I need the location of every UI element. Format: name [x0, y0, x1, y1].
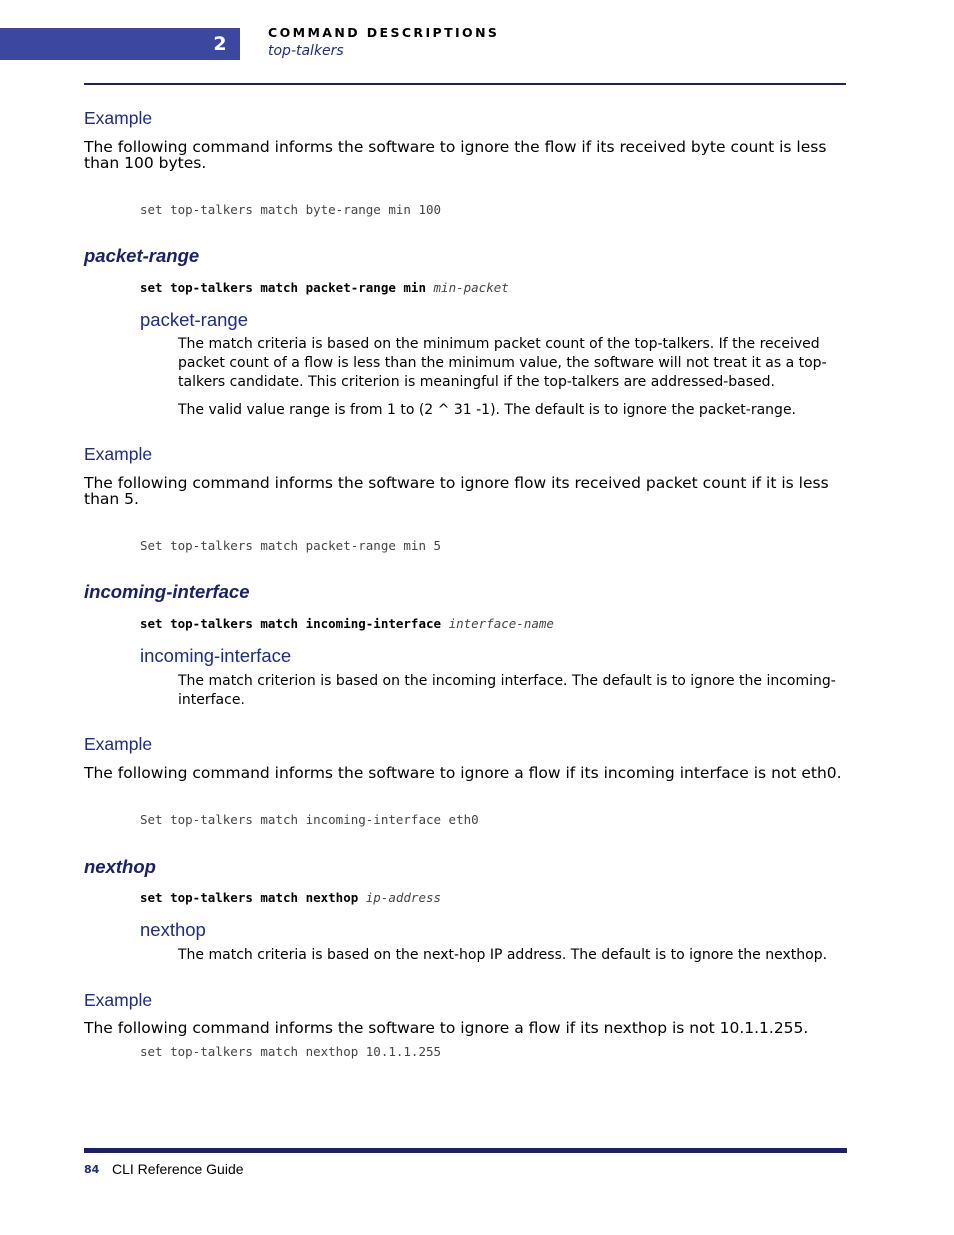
command-syntax: [140, 280, 509, 295]
running-header-topic: top-talkers: [268, 43, 344, 59]
syntax-argument: ip-address: [365, 890, 442, 905]
guide-title: CLI Reference Guide: [112, 1161, 244, 1177]
footer-rule: [84, 1148, 847, 1153]
example-description: The following command informs the software to ignore a flow if its incoming interface is not eth0.: [84, 764, 842, 782]
code-example: set top-talkers match byte-range min 100: [140, 202, 442, 217]
syntax-argument: interface-name: [448, 616, 554, 631]
code-example: Set top-talkers match incoming-interface eth0: [140, 812, 479, 827]
example-heading: Example: [84, 990, 153, 1010]
syntax-argument: min-packet: [433, 280, 509, 295]
parameter-description: The match criteria is based on the minimum packet count of the top-talkers. If the received packet count of a flow is less than the minimum value, the software will not treat it as a top-talkers candidate. This criterion is meaningful if the top-talkers are addressed-based.: [178, 336, 827, 390]
syntax-keywords: set top-talkers match packet-range min: [140, 280, 426, 295]
example-description: The following command informs the software to ignore the flow if its received byte count is less than 100 bytes.: [84, 138, 827, 172]
example-description: The following command informs the software to ignore a flow if its nexthop is not 10.1.1.255.: [84, 1019, 809, 1037]
code-example: set top-talkers match nexthop 10.1.1.255: [140, 1044, 442, 1059]
syntax-keywords: set top-talkers match incoming-interface: [140, 616, 442, 631]
running-header-section: COMMAND DESCRIPTIONS: [268, 25, 500, 40]
command-syntax: [140, 616, 554, 631]
parameter-description: The match criterion is based on the incoming interface. The default is to ignore the incoming-interface.: [178, 673, 836, 708]
parameter-description: The match criteria is based on the next-hop IP address. The default is to ignore the nexthop.: [178, 947, 828, 963]
example-description: The following command informs the software to ignore flow its received packet count if it is less than 5.: [84, 474, 829, 508]
command-syntax: [140, 890, 441, 905]
section-heading-packet-range: packet-range: [84, 245, 200, 266]
example-heading: Example: [84, 734, 153, 754]
parameter-heading: packet-range: [140, 309, 248, 330]
section-heading-nexthop: nexthop: [84, 856, 156, 877]
section-heading-incoming-interface: incoming-interface: [84, 581, 250, 602]
example-heading: Example: [84, 444, 153, 464]
chapter-number: 2: [213, 33, 227, 55]
header-rule: [84, 83, 846, 85]
parameter-heading: nexthop: [140, 919, 206, 940]
syntax-keywords: set top-talkers match nexthop: [140, 890, 359, 905]
code-example: Set top-talkers match packet-range min 5: [140, 538, 442, 553]
page-number: 84: [84, 1163, 100, 1176]
example-heading: Example: [84, 108, 153, 128]
parameter-description: The valid value range is from 1 to (2 ^ 31 -1). The default is to ignore the packet-range.: [178, 402, 797, 418]
parameter-heading: incoming-interface: [140, 645, 292, 666]
